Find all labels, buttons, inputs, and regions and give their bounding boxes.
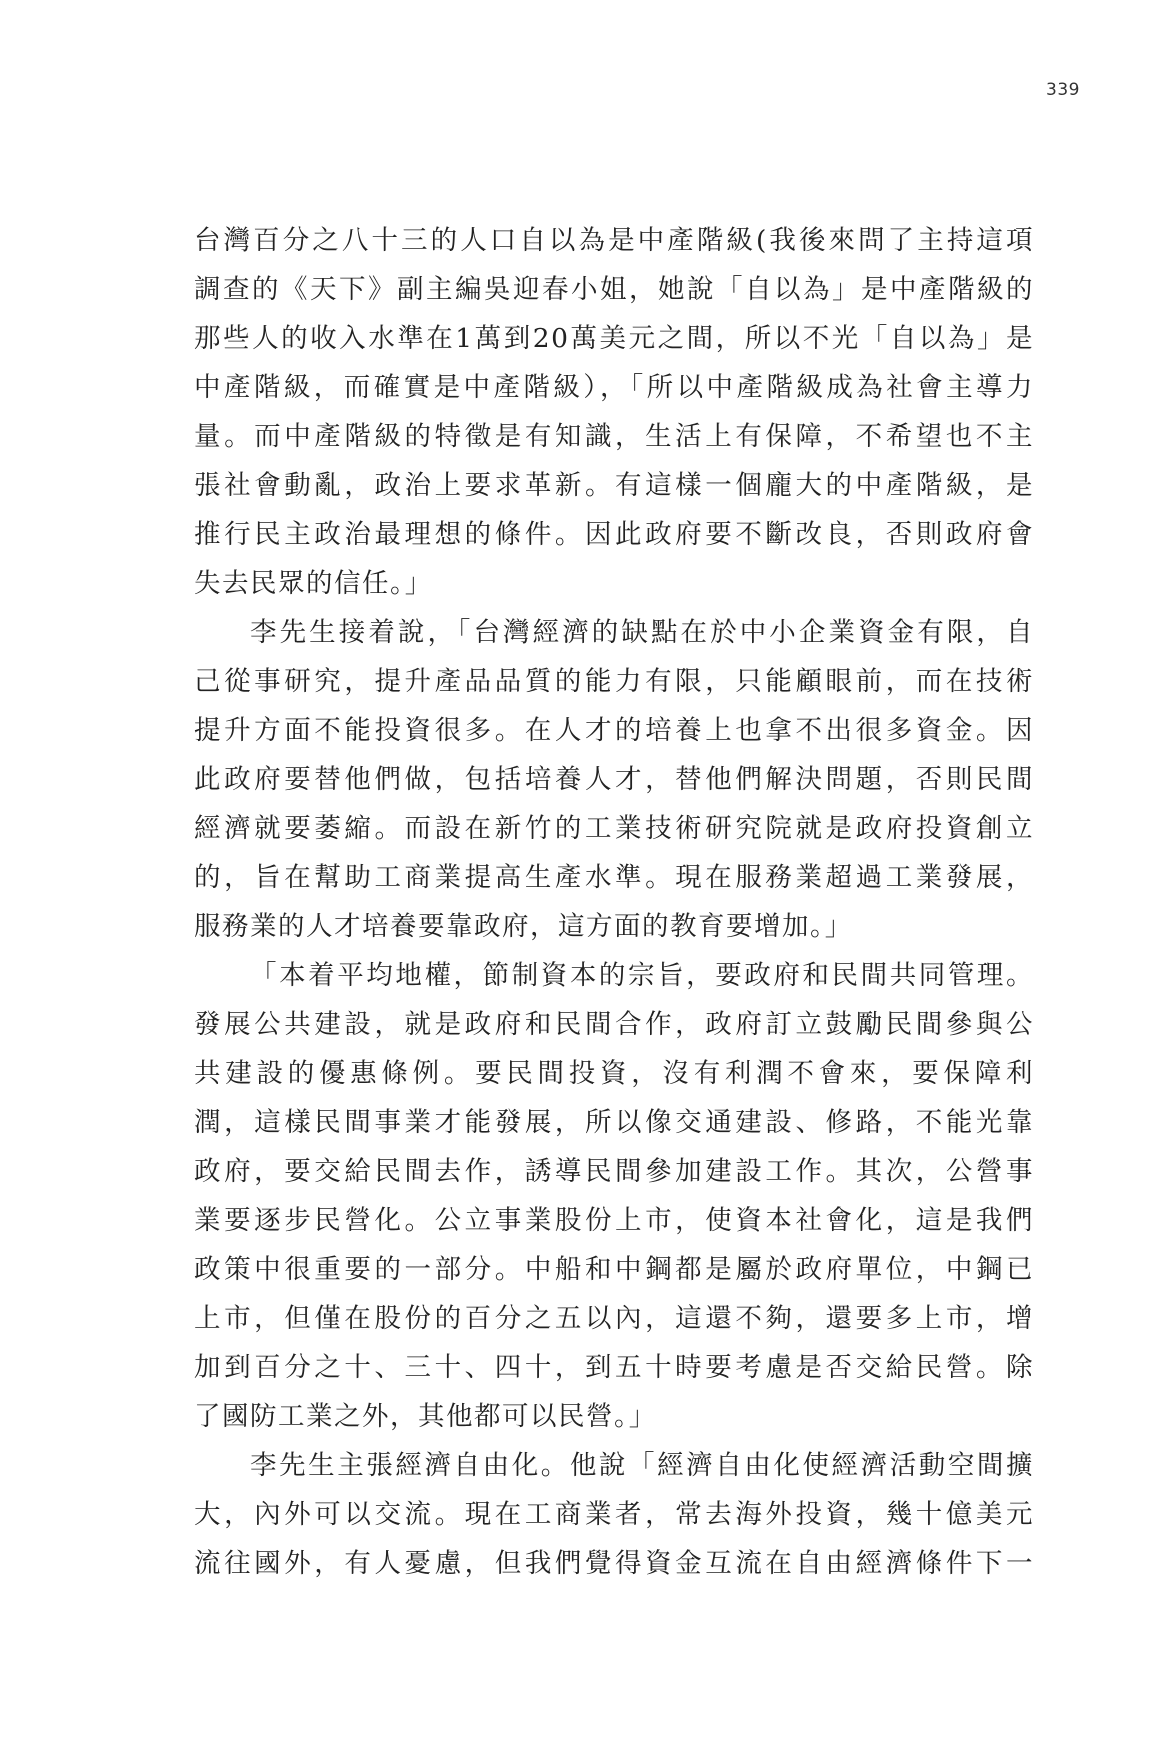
body-text — [194, 216, 1034, 1588]
text-line: 張社會動亂，政治上要求革新。有這樣一個龐大的中產階級，是 — [194, 470, 1034, 501]
text-line: 政府，要交給民間去作，誘導民間參加建設工作。其次，公營事 — [194, 1156, 1034, 1187]
text-line: 發展公共建設，就是政府和民間合作，政府訂立鼓勵民間參與公 — [194, 1009, 1034, 1040]
text-line: 大，內外可以交流。現在工商業者，常去海外投資，幾十億美元 — [194, 1499, 1034, 1530]
text-line: 上市，但僅在股份的百分之五以內，這還不夠，還要多上市，增 — [194, 1303, 1034, 1334]
text-line: 提升方面不能投資很多。在人才的培養上也拿不出很多資金。因 — [194, 715, 1034, 746]
text-line: 推行民主政治最理想的條件。因此政府要不斷改良，否則政府會 — [194, 519, 1034, 550]
text-line: 的，旨在幫助工商業提高生產水準。現在服務業超過工業發展， — [194, 862, 1034, 893]
text-line: 此政府要替他們做，包括培養人才，替他們解決問題，否則民間 — [194, 764, 1034, 795]
text-line: 潤，這樣民間事業才能發展，所以像交通建設、修路，不能光靠 — [194, 1107, 1034, 1138]
text-line: 經濟就要萎縮。而設在新竹的工業技術研究院就是政府投資創立 — [194, 813, 1034, 844]
text-line: 業要逐步民營化。公立事業股份上市，使資本社會化，這是我們 — [194, 1205, 1034, 1236]
text-line: 了國防工業之外，其他都可以民營。」 — [194, 1401, 657, 1432]
paragraph-start-line: 「本着平均地權，節制資本的宗旨，要政府和民間共同管理。 — [250, 960, 1034, 991]
text-line: 失去民眾的信任。」 — [194, 568, 433, 599]
paragraph-start-line: 李先生主張經濟自由化。他說「經濟自由化使經濟活動空間擴 — [250, 1450, 1034, 1481]
text-line: 共建設的優惠條例。要民間投資，沒有利潤不會來，要保障利 — [194, 1058, 1034, 1089]
text-line: 流往國外，有人憂慮，但我們覺得資金互流在自由經濟條件下一 — [194, 1548, 1034, 1579]
text-line: 調查的《天下》副主編吳迎春小姐，她說「自以為」是中產階級的 — [194, 274, 1034, 305]
text-line: 量。而中產階級的特徵是有知識，生活上有保障，不希望也不主 — [194, 421, 1034, 452]
text-line: 加到百分之十、三十、四十，到五十時要考慮是否交給民營。除 — [194, 1352, 1034, 1383]
page-number: 339 — [1046, 80, 1080, 100]
text-line: 那些人的收入水準在1萬到20萬美元之間，所以不光「自以為」是 — [194, 323, 1034, 354]
text-line: 政策中很重要的一部分。中船和中鋼都是屬於政府單位，中鋼已 — [194, 1254, 1034, 1285]
text-line: 中產階級，而確實是中產階級），「所以中產階級成為社會主導力 — [194, 372, 1034, 403]
text-line: 台灣百分之八十三的人口自以為是中產階級(我後來問了主持這項 — [194, 225, 1034, 256]
text-line: 己從事研究，提升產品品質的能力有限，只能顧眼前，而在技術 — [194, 666, 1034, 697]
text-line: 服務業的人才培養要靠政府，這方面的教育要增加。」 — [194, 911, 853, 942]
paragraph-start-line: 李先生接着說，「台灣經濟的缺點在於中小企業資金有限，自 — [250, 617, 1034, 648]
